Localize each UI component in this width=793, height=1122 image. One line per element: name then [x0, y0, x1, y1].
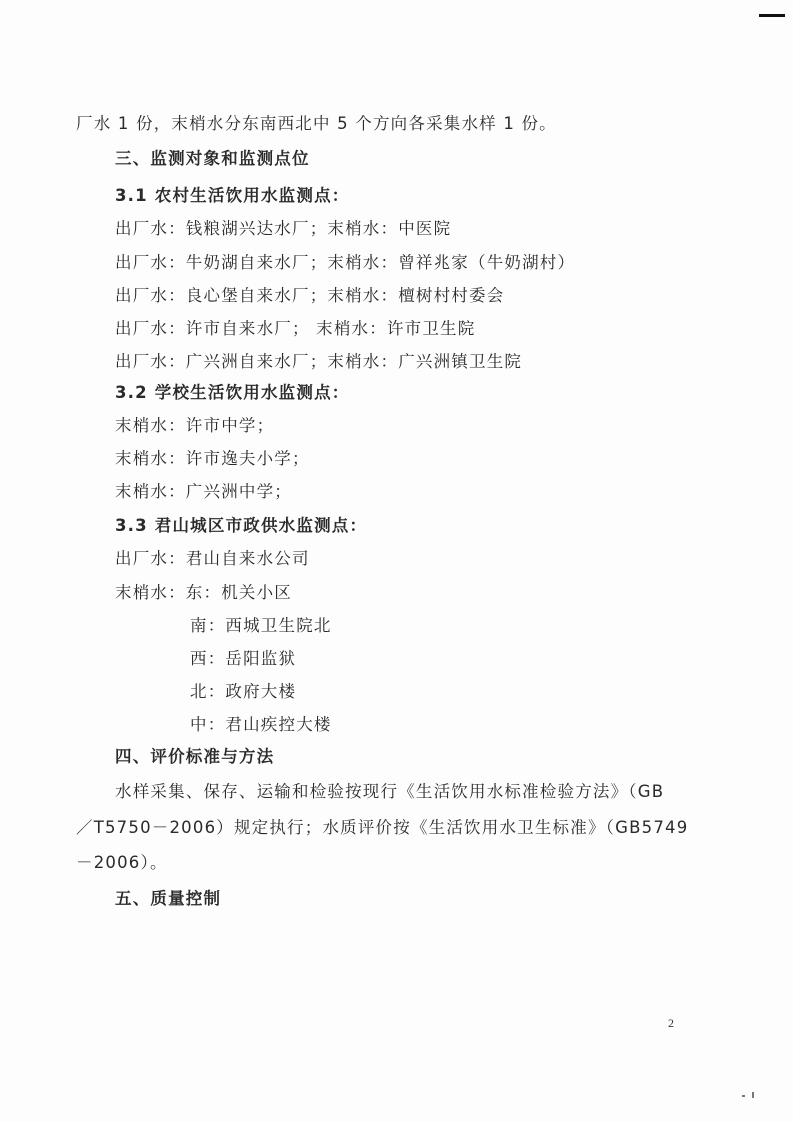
rural-site-4: 出厂水：许市自来水厂； 末梢水：许市卫生院: [115, 319, 476, 338]
corner-mark: [759, 14, 785, 17]
urban-tap-east: 末梢水：东：机关小区: [115, 583, 292, 602]
subsection-3-1-heading: 3.1 农村生活饮用水监测点：: [115, 186, 350, 205]
page-number: 2: [668, 1016, 674, 1030]
urban-tap-south: 南：西城卫生院北: [190, 616, 332, 635]
subsection-3-2-heading: 3.2 学校生活饮用水监测点：: [115, 383, 350, 402]
intro-continuation-line: 厂水 1 份，末梢水分东南西北中 5 个方向各采集水样 1 份。: [76, 114, 557, 133]
section-3-heading: 三、监测对象和监测点位: [115, 149, 310, 168]
urban-factory-water: 出厂水：君山自来水公司: [115, 549, 310, 568]
subsection-3-3-heading: 3.3 君山城区市政供水监测点：: [115, 516, 368, 535]
school-site-3: 末梢水：广兴洲中学；: [115, 482, 292, 501]
standards-paragraph-line-2: ／T5750－2006）规定执行；水质评价按《生活饮用水卫生标准》（GB5749: [76, 818, 689, 837]
rural-site-1: 出厂水：钱粮湖兴达水厂；末梢水：中医院: [115, 219, 452, 238]
scan-speck: [752, 1092, 754, 1098]
urban-tap-west: 西：岳阳监狱: [190, 649, 297, 668]
standards-paragraph-line-3: －2006）。: [76, 853, 168, 872]
section-5-heading: 五、质量控制: [115, 889, 222, 908]
urban-tap-center: 中：君山疾控大楼: [190, 715, 332, 734]
section-4-heading: 四、评价标准与方法: [115, 747, 275, 766]
school-site-1: 末梢水：许市中学；: [115, 416, 275, 435]
standards-paragraph-line-1: 水样采集、保存、运输和检验按现行《生活饮用水标准检验方法》（GB: [115, 782, 665, 801]
urban-tap-north: 北：政府大楼: [190, 682, 297, 701]
rural-site-2: 出厂水：牛奶湖自来水厂；末梢水：曾祥兆家（牛奶湖村）: [115, 253, 576, 272]
scan-speck: [742, 1095, 745, 1097]
school-site-2: 末梢水：许市逸夫小学；: [115, 449, 310, 468]
rural-site-3: 出厂水：良心堡自来水厂；末梢水：檀树村村委会: [115, 286, 505, 305]
rural-site-5: 出厂水：广兴洲自来水厂；末梢水：广兴洲镇卫生院: [115, 352, 523, 371]
